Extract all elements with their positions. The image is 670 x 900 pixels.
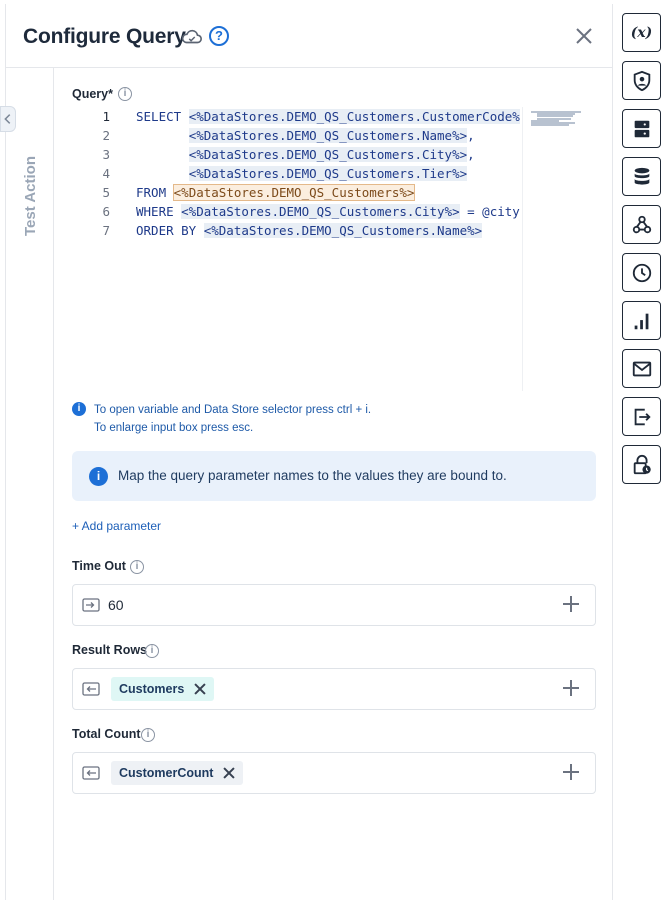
database-icon [631,166,653,188]
cloud-icon[interactable] [181,27,203,47]
code-text [136,147,189,162]
result-rows-chip[interactable] [111,677,214,701]
datastore-token-selected: <%DataStores.DEMO_QS_Customers%> [173,185,415,200]
code-text [136,166,189,181]
result-rows-field[interactable] [72,668,596,710]
security-button[interactable] [622,61,661,100]
email-button[interactable] [622,349,661,388]
line-number: 4 [102,166,110,181]
minimap-line [531,124,569,126]
sql-keyword: SELECT [136,109,189,124]
sql-keyword: ORDER BY [136,223,204,238]
result-rows-chip-label: Customers [119,682,185,696]
result-rows-add-icon[interactable] [563,680,579,696]
server-button[interactable] [622,109,661,148]
variables-icon: (x) [630,24,653,41]
total-count-field[interactable] [72,752,596,794]
panel-header [6,4,612,68]
page-title: Configure Query [23,25,186,48]
database-button[interactable] [622,157,661,196]
query-label: Query* [72,87,113,101]
datastore-token: <%DataStores.DEMO_QS_Customers.Name%> [188,128,468,143]
input-icon [82,598,100,612]
timeout-info-icon[interactable]: i [130,560,144,574]
hint-info-icon: i [72,402,86,416]
editor-minimap[interactable] [522,107,582,391]
code-line[interactable] [136,145,522,164]
sql-keyword: WHERE [136,204,182,219]
timeout-add-icon[interactable] [563,596,579,612]
datastore-token: <%DataStores.DEMO_QS_Customers.City%> [188,147,468,162]
line-number: 2 [102,128,110,143]
webhook-button[interactable] [622,205,661,244]
close-icon[interactable] [574,26,594,46]
result-rows-info-icon[interactable]: i [145,644,159,658]
line-number-gutter [72,107,122,240]
result-rows-label: Result Rows [72,643,148,657]
hint-line-1: To open variable and Data Store selector press ctrl + i. [94,404,372,416]
code-line[interactable] [136,107,522,126]
analytics-button[interactable] [622,301,661,340]
help-icon[interactable]: ? [209,26,229,46]
code-text: , [467,147,475,162]
exit-button[interactable] [622,397,661,436]
code-line[interactable] [136,202,522,221]
line-number: 3 [102,147,110,162]
lock-clock-icon [631,454,653,476]
timeout-label: Time Out [72,559,126,573]
add-parameter-link[interactable]: + Add parameter [72,519,162,533]
right-toolbar [614,4,670,900]
timeout-field[interactable] [72,584,596,626]
line-number: 5 [102,185,110,200]
hint-line-2: To enlarge input box press esc. [94,422,254,434]
total-count-chip[interactable] [111,761,243,785]
datastore-token: <%DataStores.DEMO_QS_Customers.CustomerCode% [188,109,520,124]
test-action-tab[interactable]: Test Action [22,155,39,236]
datastore-token: <%DataStores.DEMO_QS_Customers.City%> [181,204,460,219]
editor-hint [72,401,371,437]
server-icon [631,118,653,140]
exit-icon [631,406,653,428]
total-count-add-icon[interactable] [563,764,579,780]
datastore-token: <%DataStores.DEMO_QS_Customers.Tier%> [188,166,468,181]
timeout-value: 60 [108,597,124,613]
sql-keyword: FROM [136,185,174,200]
remove-chip-icon[interactable] [194,683,206,695]
output-icon [82,766,100,780]
line-number: 6 [102,204,110,219]
schedule-button[interactable] [622,253,661,292]
line-number: 7 [102,223,110,238]
code-area[interactable] [136,107,522,240]
code-line[interactable] [136,164,522,183]
webhook-icon [631,214,653,236]
clock-icon [631,262,653,284]
info-banner [72,451,596,501]
output-icon [82,682,100,696]
mail-icon [631,358,653,380]
variables-button[interactable] [622,13,661,52]
total-count-label: Total Count [72,727,141,741]
banner-info-icon: i [89,467,108,486]
shield-icon [631,70,653,92]
code-line[interactable] [136,183,522,202]
code-text [136,128,189,143]
total-count-chip-label: CustomerCount [119,766,214,780]
test-action-rail [6,68,54,900]
collapse-toggle[interactable] [0,106,16,132]
remove-chip-icon[interactable] [223,767,235,779]
line-number: 1 [102,109,110,124]
analytics-icon [631,310,653,332]
banner-text: Map the query parameter names to the values they are bound to. [118,468,507,483]
code-text: , [467,128,475,143]
code-line[interactable] [136,221,522,240]
lock-schedule-button[interactable] [622,445,661,484]
query-editor[interactable] [72,107,582,391]
total-count-info-icon[interactable]: i [141,728,155,742]
code-text: = @city [459,204,520,219]
chevron-left-icon [1,107,15,131]
code-line[interactable] [136,126,522,145]
datastore-token: <%DataStores.DEMO_QS_Customers.Name%> [203,223,483,238]
query-info-icon[interactable]: i [118,87,132,101]
